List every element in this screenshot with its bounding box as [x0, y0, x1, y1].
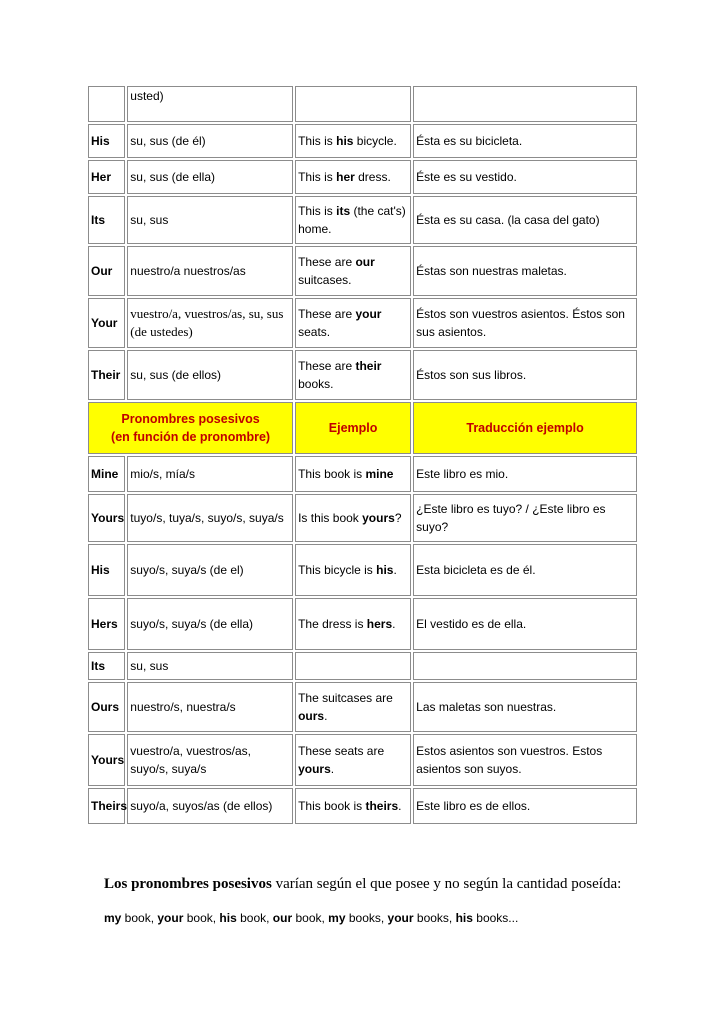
cell-translation: Este libro es mio. [413, 456, 637, 492]
cell-translation: Ésta es su casa. (la casa del gato) [413, 196, 637, 244]
table-row [88, 246, 637, 296]
text-fragment: book, [121, 911, 158, 925]
text-fragment: This bicycle is [298, 563, 377, 577]
text-fragment: seats. [298, 325, 331, 339]
cell-translation: Éste es su vestido. [413, 160, 637, 194]
text-fragment: varían según el que posee y no según la cantidad poseída: [271, 876, 622, 892]
text-fragment: . [324, 709, 328, 723]
bold-fragment: ours [298, 709, 325, 723]
cell-pronoun: His [88, 124, 125, 158]
text-fragment: suitcases. [298, 273, 352, 287]
table-row [88, 86, 637, 122]
table-header-row [88, 402, 637, 454]
bold-fragment: our [355, 255, 375, 269]
cell-example [295, 196, 411, 244]
cell-pronoun: Ours [88, 682, 125, 732]
text-fragment: These are [298, 255, 356, 269]
bold-fragment: her [336, 170, 355, 184]
table-row [88, 160, 637, 194]
cell-example [295, 160, 411, 194]
possessive-pronouns-rows [88, 456, 637, 824]
bold-fragment: its [336, 204, 351, 218]
cell-translation [413, 86, 637, 122]
text-fragment: . [398, 799, 402, 813]
possessive-adjectives-rows [88, 86, 637, 400]
cell-example [295, 544, 411, 596]
cell-example [295, 682, 411, 732]
cell-possessive: su, sus [127, 652, 293, 680]
bold-fragment: my [104, 911, 122, 925]
cell-possessive: su, sus (de él) [127, 124, 293, 158]
bold-fragment: my [328, 911, 346, 925]
cell-example [295, 86, 411, 122]
cell-example [295, 598, 411, 650]
cell-pronoun: Yours [88, 734, 125, 786]
cell-pronoun: Our [88, 246, 125, 296]
text-fragment: ? [394, 511, 402, 525]
cell-translation [413, 652, 637, 680]
header-col-pronoun [88, 402, 293, 454]
cell-pronoun: Mine [88, 456, 125, 492]
text-fragment: This is [298, 204, 337, 218]
cell-translation: Ésta es su bicicleta. [413, 124, 637, 158]
cell-translation: El vestido es de ella. [413, 598, 637, 650]
text-fragment: These are [298, 307, 356, 321]
table-row [88, 494, 637, 542]
bold-fragment: his [455, 911, 473, 925]
bold-fragment: Los pronombres posesivos [104, 876, 272, 892]
header-col-example: Ejemplo [295, 402, 411, 454]
table-row [88, 598, 637, 650]
cell-possessive: usted) [127, 86, 293, 122]
cell-example [295, 652, 411, 680]
cell-possessive: suyo/s, suya/s (de el) [127, 544, 293, 596]
table-header-section [88, 402, 637, 454]
bold-fragment: hers [366, 617, 393, 631]
bold-fragment: our [272, 911, 293, 925]
table-row [88, 196, 637, 244]
cell-translation: Este libro es de ellos. [413, 788, 637, 824]
bold-fragment: your [157, 911, 184, 925]
cell-possessive: mio/s, mía/s [127, 456, 293, 492]
text-fragment: book, [183, 911, 220, 925]
header-pronoun-line1: Pronombres posesivos [121, 412, 260, 426]
cell-example [295, 734, 411, 786]
table-row [88, 124, 637, 158]
cell-example [295, 456, 411, 492]
text-fragment: This is [298, 170, 337, 184]
cell-translation: Las maletas son nuestras. [413, 682, 637, 732]
cell-possessive: vuestro/a, vuestros/as, suyo/s, suya/s [127, 734, 293, 786]
cell-translation: ¿Este libro es tuyo? / ¿Este libro es suyo? [413, 494, 637, 542]
cell-pronoun: Hers [88, 598, 125, 650]
bold-fragment: their [355, 359, 382, 373]
text-fragment: . [330, 762, 335, 776]
table-row [88, 456, 637, 492]
text-fragment: bicycle. [353, 134, 397, 148]
possessives-table [86, 84, 639, 826]
note-line-1 [104, 874, 664, 894]
text-fragment: . [392, 617, 396, 631]
bold-fragment: yours [362, 511, 395, 525]
cell-possessive: tuyo/s, tuya/s, suyo/s, suya/s [127, 494, 293, 542]
cell-translation: Éstas son nuestras maletas. [413, 246, 637, 296]
text-fragment: Is this book [298, 511, 363, 525]
cell-translation: Éstos son sus libros. [413, 350, 637, 400]
text-fragment: This book is [298, 467, 366, 481]
cell-pronoun: Theirs [88, 788, 125, 824]
cell-pronoun: Its [88, 652, 125, 680]
bold-fragment: his [219, 911, 237, 925]
cell-possessive: su, sus (de ellos) [127, 350, 293, 400]
table-row [88, 298, 637, 348]
text-fragment: The dress is [298, 617, 367, 631]
text-fragment: book, [236, 911, 273, 925]
bold-fragment: your [387, 911, 414, 925]
text-fragment: This is [298, 134, 337, 148]
cell-possessive: su, sus (de ella) [127, 160, 293, 194]
text-fragment: These seats are [298, 744, 385, 758]
cell-possessive: su, sus [127, 196, 293, 244]
bold-fragment: mine [365, 467, 394, 481]
cell-pronoun: Their [88, 350, 125, 400]
bold-fragment: yours [298, 762, 331, 776]
cell-example [295, 246, 411, 296]
text-fragment: books, [345, 911, 388, 925]
cell-example [295, 788, 411, 824]
table-row [88, 544, 637, 596]
bold-fragment: his [336, 134, 354, 148]
text-fragment: . [393, 563, 397, 577]
cell-possessive: vuestro/a, vuestros/as, su, sus (de ustedes) [127, 298, 293, 348]
cell-pronoun: Yours [88, 494, 125, 542]
table-row [88, 734, 637, 786]
text-fragment: These are [298, 359, 356, 373]
table-row [88, 652, 637, 680]
cell-example [295, 494, 411, 542]
bold-fragment: theirs [365, 799, 399, 813]
cell-possessive: nuestro/s, nuestra/s [127, 682, 293, 732]
header-pronoun-line2: (en función de pronombre) [111, 430, 271, 444]
text-fragment: (the cat's) home. [298, 204, 406, 236]
cell-translation: Estos asientos son vuestros. Estos asientos son suyos. [413, 734, 637, 786]
cell-pronoun [88, 86, 125, 122]
text-fragment: This book is [298, 799, 366, 813]
text-fragment: books... [472, 911, 519, 925]
note-line-2 [104, 909, 664, 927]
cell-example [295, 350, 411, 400]
cell-possessive: nuestro/a nuestros/as [127, 246, 293, 296]
header-col-translation: Traducción ejemplo [413, 402, 637, 454]
text-fragment: book, [292, 911, 329, 925]
table-row [88, 788, 637, 824]
cell-example [295, 124, 411, 158]
cell-translation: Éstos son vuestros asientos. Éstos son sus asientos. [413, 298, 637, 348]
cell-pronoun: Its [88, 196, 125, 244]
cell-pronoun: His [88, 544, 125, 596]
table-row [88, 682, 637, 732]
bold-fragment: his [376, 563, 394, 577]
cell-translation: Esta bicicleta es de él. [413, 544, 637, 596]
cell-possessive: suyo/s, suya/s (de ella) [127, 598, 293, 650]
text-fragment: books. [298, 377, 334, 391]
text-fragment: dress. [354, 170, 391, 184]
text-fragment: The suitcases are [298, 691, 393, 705]
table-row [88, 350, 637, 400]
cell-example [295, 298, 411, 348]
cell-pronoun: Your [88, 298, 125, 348]
bold-fragment: your [355, 307, 382, 321]
text-fragment: books, [413, 911, 456, 925]
cell-pronoun: Her [88, 160, 125, 194]
cell-possessive: suyo/a, suyos/as (de ellos) [127, 788, 293, 824]
